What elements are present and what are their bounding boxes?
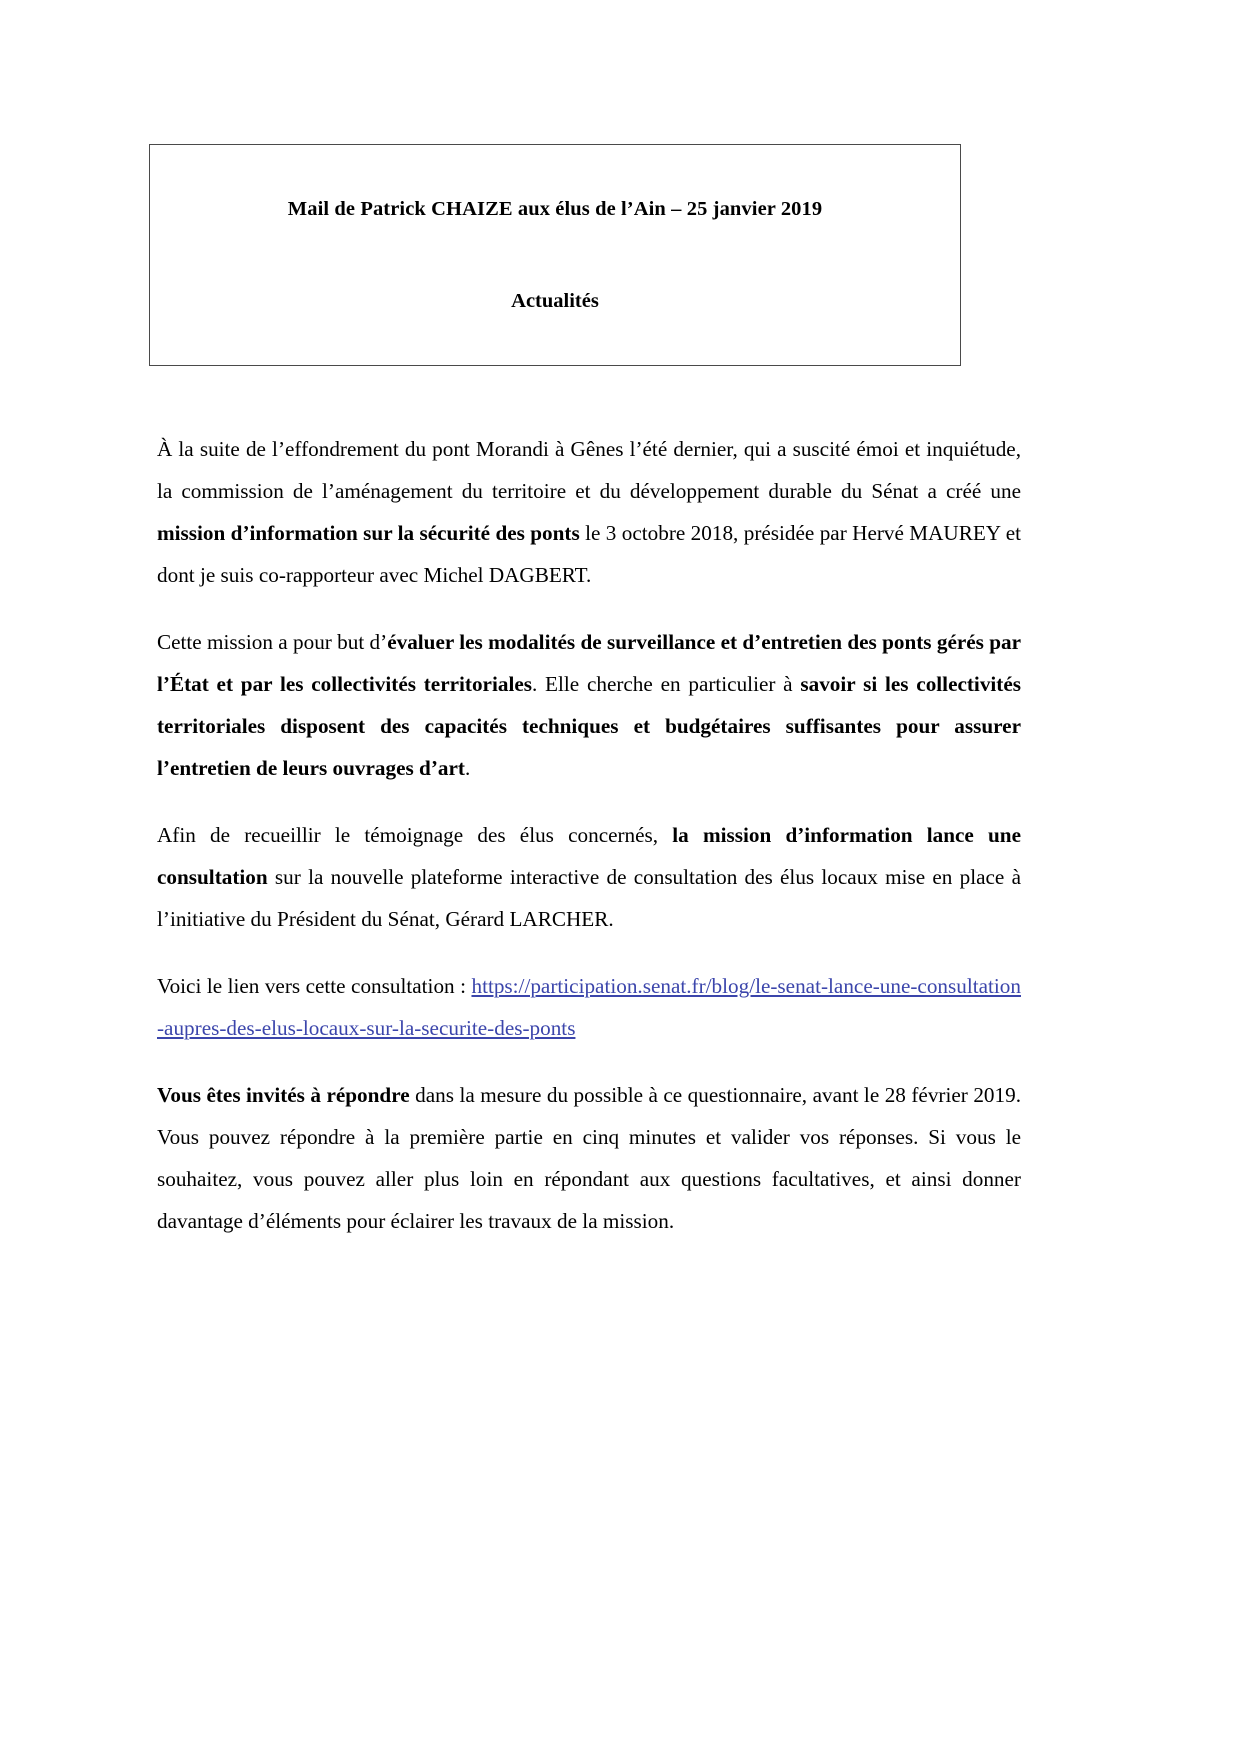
header-box (149, 144, 961, 366)
paragraph-2-text-part2: . Elle cherche en particulier à (531, 672, 801, 696)
paragraph-1-text-part1: À la suite de l’effondrement du pont Morandi à Gênes l’été dernier, qui a suscité émoi et inquiétude, la commission de l’aménagement du territoire et du développement durable du Sénat a créé une (157, 437, 1021, 503)
paragraph-1 (157, 428, 1021, 596)
paragraph-2 (157, 621, 1021, 789)
consultation-link[interactable]: https://participation.senat.fr/blog/le-senat-lance-une-consultation-aupres-des-elus-locaux-sur-la-securite-des-ponts (157, 974, 1021, 1040)
paragraph-4-text-part1: Voici le lien vers cette consultation : (157, 974, 472, 998)
paragraph-5-bold-invitation: Vous êtes invités à répondre (157, 1083, 410, 1107)
paragraph-2-text-part3: . (464, 756, 471, 780)
paragraph-2-bold-objectif: évaluer les modalités de surveillance et d’entretien des ponts gérés par l’État et par les collectivités territoriales (157, 630, 1021, 696)
paragraph-1-bold-mission: mission d’information sur la sécurité des ponts (157, 521, 580, 545)
paragraph-2-text-part1: Cette mission a pour but d’ (157, 630, 388, 654)
page-title: Mail de Patrick CHAIZE aux élus de l’Ain – 25 janvier 2019 (287, 198, 823, 220)
paragraph-3-bold-consultation: la mission d’information lance une consultation (157, 823, 1021, 889)
page-subtitle: Actualités (511, 290, 599, 312)
paragraph-5 (157, 1074, 1021, 1242)
paragraph-4-link (157, 965, 1021, 1049)
document-body (157, 428, 1021, 1242)
paragraph-2-bold-capacites: savoir si les collectivités territoriales disposent des capacités techniques et budgétaires suffisantes pour assurer l’entretien de leurs ouvrages d’art (157, 672, 1022, 780)
paragraph-3-text-part1: Afin de recueillir le témoignage des élus concernés, (157, 823, 673, 847)
paragraph-1-text-part2: le 3 octobre 2018, présidée par Hervé MAUREY et dont je suis co-rapporteur avec Michel DAGBERT. (157, 521, 1021, 587)
paragraph-3 (157, 814, 1021, 940)
paragraph-5-text-part1: dans la mesure du possible à ce questionnaire, avant le 28 février 2019. Vous pouvez répondre à la première partie en cinq minutes et valider vos réponses. Si vous le souhaitez, vous pouvez aller plus loin en répondant aux questions facultatives, et ainsi donner davantage d’éléments pour éclairer les travaux de la mission. (157, 1083, 1021, 1233)
paragraph-3-text-part2: sur la nouvelle plateforme interactive de consultation des élus locaux mise en place à l’initiative du Président du Sénat, Gérard LARCHER. (157, 865, 1021, 931)
